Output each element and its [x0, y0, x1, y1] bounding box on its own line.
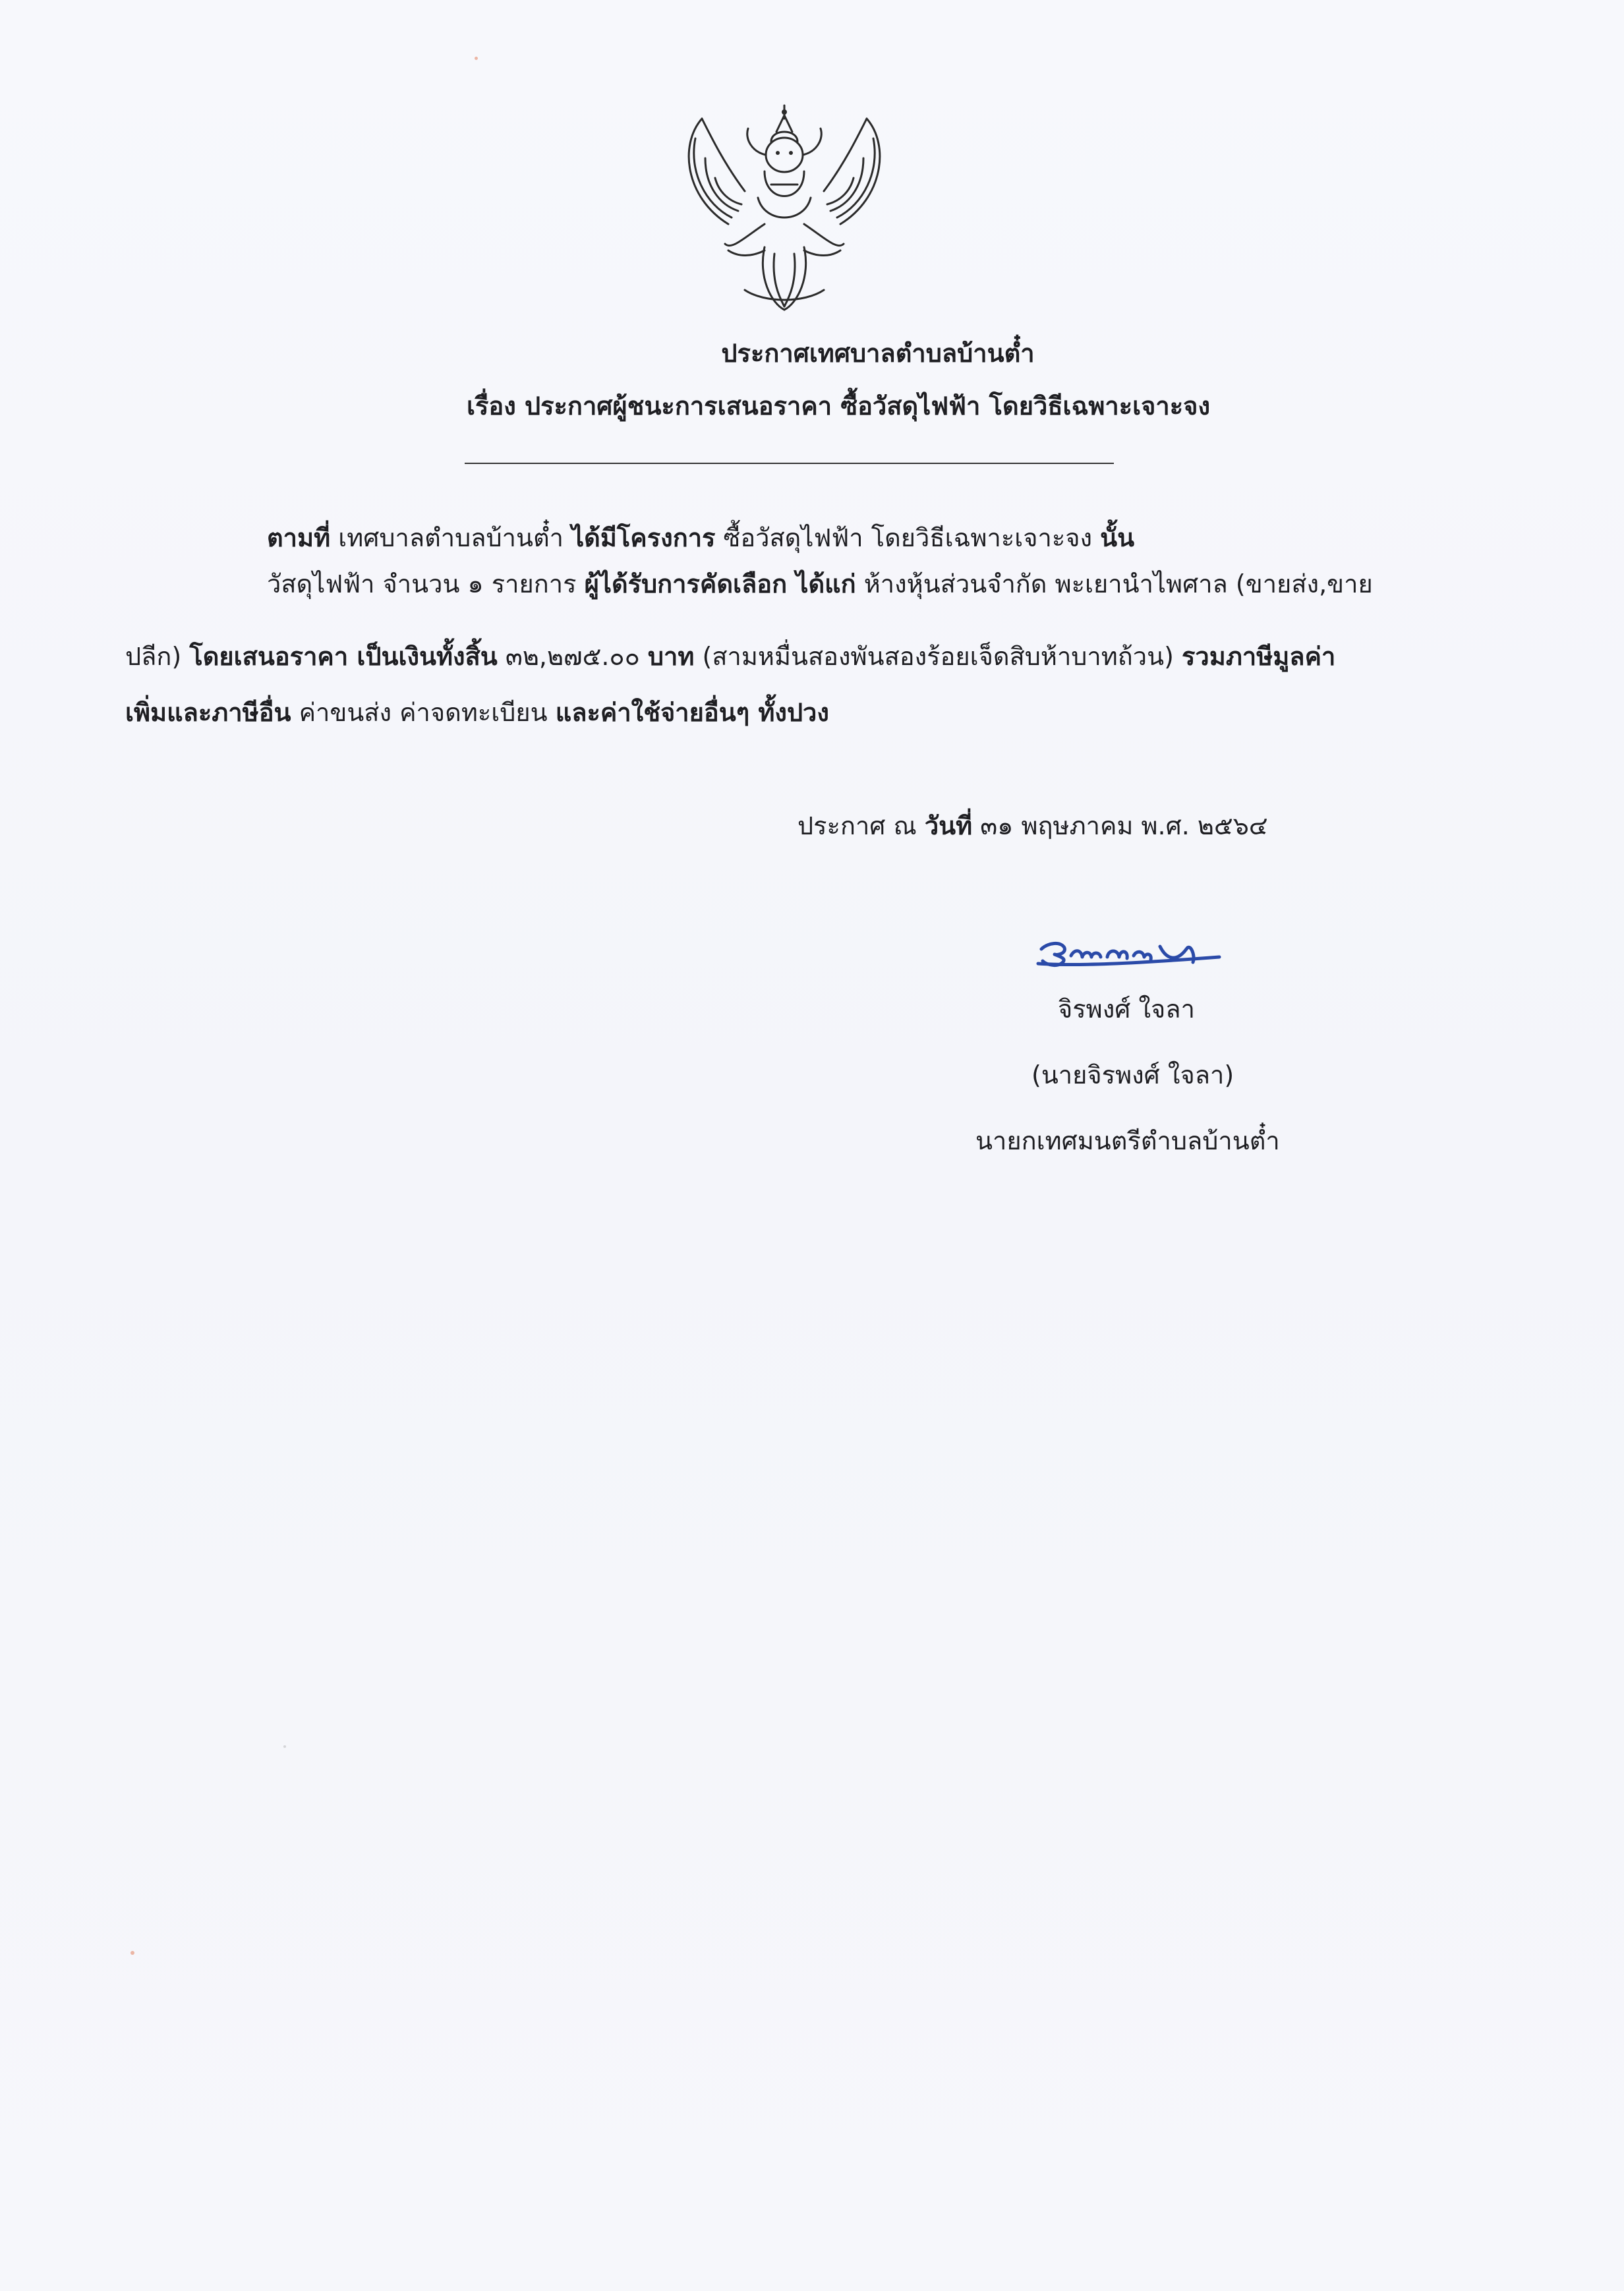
- divider: [465, 463, 1114, 464]
- signatory-position: นายกเทศมนตรีตำบลบ้านต๋ำ: [975, 1126, 1280, 1155]
- text-run: ผู้ได้รับการคัดเลือก ได้แก่: [584, 569, 856, 598]
- text-run: ๓๒,๒๗๕.๐๐: [497, 642, 648, 671]
- paragraph-line-3: [125, 636, 1335, 676]
- text-run: ได้มีโครงการ: [571, 523, 716, 552]
- date-label: วันที่: [924, 811, 973, 840]
- date-value: ๓๑ พฤษภาคม พ.ศ. ๒๕๖๔: [972, 811, 1268, 840]
- text-run: รวมภาษีมูลค่า: [1182, 642, 1336, 671]
- text-run: ห้างหุ้นส่วนจำกัด พะเยานำไพศาล (ขายส่ง,ขาย: [856, 569, 1373, 598]
- signatory-name: จิรพงศ์ ใจลา: [1058, 995, 1195, 1024]
- signatory-full-name: (นายจิรพงศ์ ใจลา): [1031, 1060, 1234, 1089]
- text-run: ซื้อวัสดุไฟฟ้า โดยวิธีเฉพาะเจาะจง: [715, 523, 1101, 552]
- text-run: ตามที่: [267, 523, 331, 552]
- text-run: ค่าขนส่ง ค่าจดทะเบียน: [291, 698, 556, 727]
- paragraph-line-2: [267, 564, 1373, 604]
- text-run: นั้น: [1100, 523, 1135, 552]
- paper-speck: [130, 1951, 134, 1955]
- text-run: บาท: [647, 642, 695, 671]
- paper-speck: [475, 57, 478, 60]
- text-run: วัสดุไฟฟ้า จำนวน ๑ รายการ: [267, 569, 585, 598]
- text-run: เพิ่มและภาษีอื่น: [125, 698, 291, 727]
- garuda-emblem-icon: [666, 92, 903, 330]
- text-run: เทศบาลตำบลบ้านต๋ำ: [330, 523, 572, 552]
- text-run: โดยเสนอราคา เป็นเงินทั้งสิ้น: [189, 642, 498, 671]
- paragraph-line-1: [267, 517, 1134, 558]
- text-run: (สามหมื่นสองพันสองร้อยเจ็ดสิบห้าบาทถ้วน): [694, 642, 1182, 671]
- announcement-date: [798, 805, 1268, 846]
- date-lead: ประกาศ ณ: [798, 811, 925, 840]
- handwritten-signature: [1035, 929, 1226, 975]
- text-run: และค่าใช้จ่ายอื่นๆ ทั้งปวง: [555, 698, 829, 727]
- document-title: ประกาศเทศบาลตำบลบ้านต๋ำ: [721, 339, 1035, 368]
- paragraph-line-4: [125, 692, 829, 732]
- document-subject: เรื่อง ประกาศผู้ชนะการเสนอราคา ซื้อวัสดุไฟฟ้า โดยวิธีเฉพาะเจาะจง: [466, 392, 1210, 420]
- paper-speck: [283, 1745, 286, 1748]
- text-run: ปลีก): [125, 642, 190, 671]
